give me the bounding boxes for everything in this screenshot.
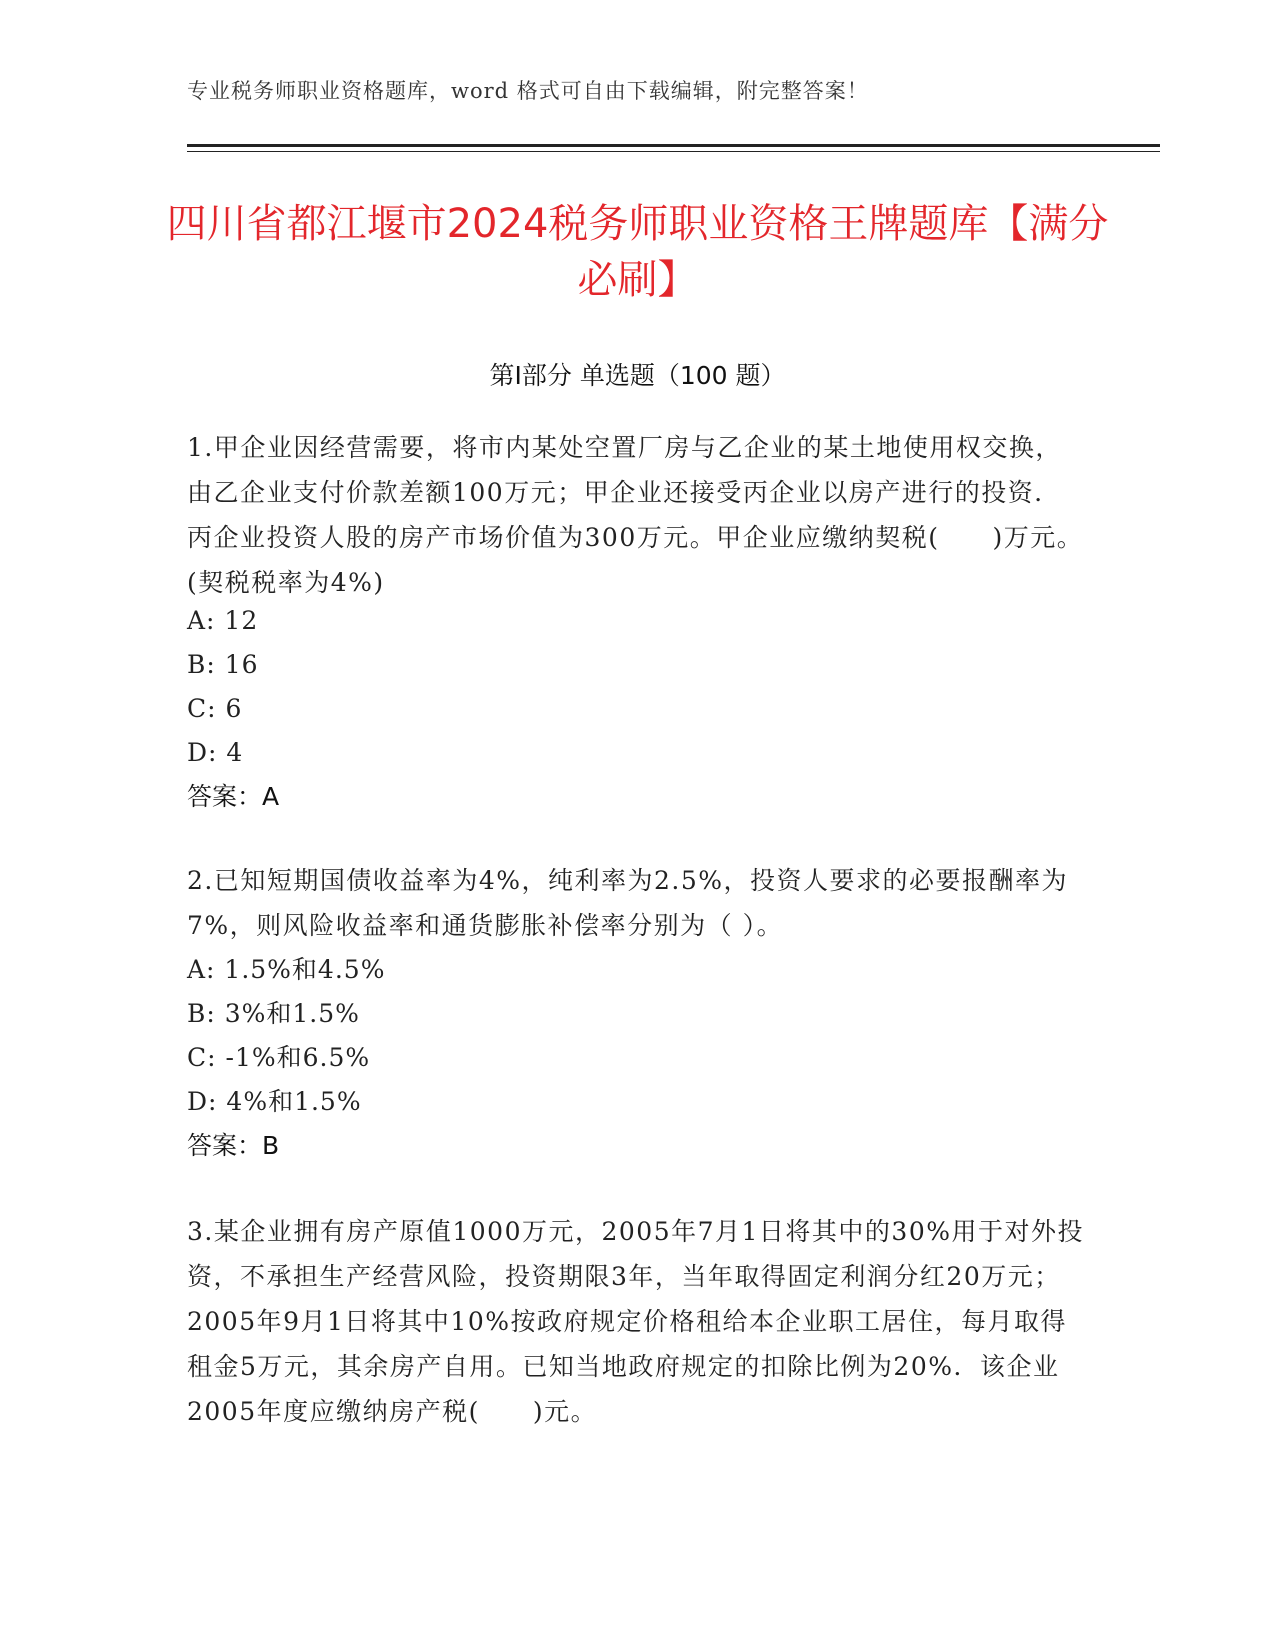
question-1-option-c: C: 6 [187,694,243,723]
question-2-text: 2.已知短期国债收益率为4%，纯利率为2.5%，投资人要求的必要报酬率为7%，则风险收益率和通货膨胀补偿率分别为（ ）。 [187,866,1069,940]
question-2-option-b: B: 3%和1.5% [187,999,360,1028]
question-1-text: 1.甲企业因经营需要，将市内某处空置厂房与乙企业的某土地使用权交换，由乙企业支付价款差额100万元；甲企业还接受丙企业以房产进行的投资．丙企业投资人股的房产市场价值为300万元。甲企业应缴纳契税( )万元。(契税税率为4%) [187,433,1084,597]
question-2-option-d: D: 4%和1.5% [187,1087,362,1116]
section-title: 第Ⅰ部分 单选题（100 题） [489,361,786,390]
question-1-answer: 答案：A [187,782,280,811]
question-2-option-a: A: 1.5%和4.5% [187,955,386,984]
question-2-option-c: C: -1%和6.5% [187,1043,371,1072]
question-1-option-d: D: 4 [187,738,244,767]
header-divider-thin [187,151,1160,152]
question-3-text: 3.某企业拥有房产原值1000万元，2005年7月1日将其中的30%用于对外投资，不承担生产经营风险，投资期限3年，当年取得固定利润分红20万元；2005年9月1日将其中10%按政府规定价格租给本企业职工居住，每月取得租金5万元，其余房产自用。已知当地政府规定的扣除比例为20%．该企业2005年度应缴纳房产税( )元。 [187,1217,1084,1426]
header-note: 专业税务师职业资格题库，word 格式可自由下载编辑，附完整答案！ [187,79,869,103]
question-1-option-b: B: 16 [187,650,259,679]
question-2-answer: 答案：B [187,1131,280,1160]
header-divider-thick [187,144,1160,147]
document-title: 四川省都江堰市2024税务师职业资格王牌题库【满分必刷】 [166,201,1109,303]
question-1-option-a: A: 12 [187,606,259,635]
